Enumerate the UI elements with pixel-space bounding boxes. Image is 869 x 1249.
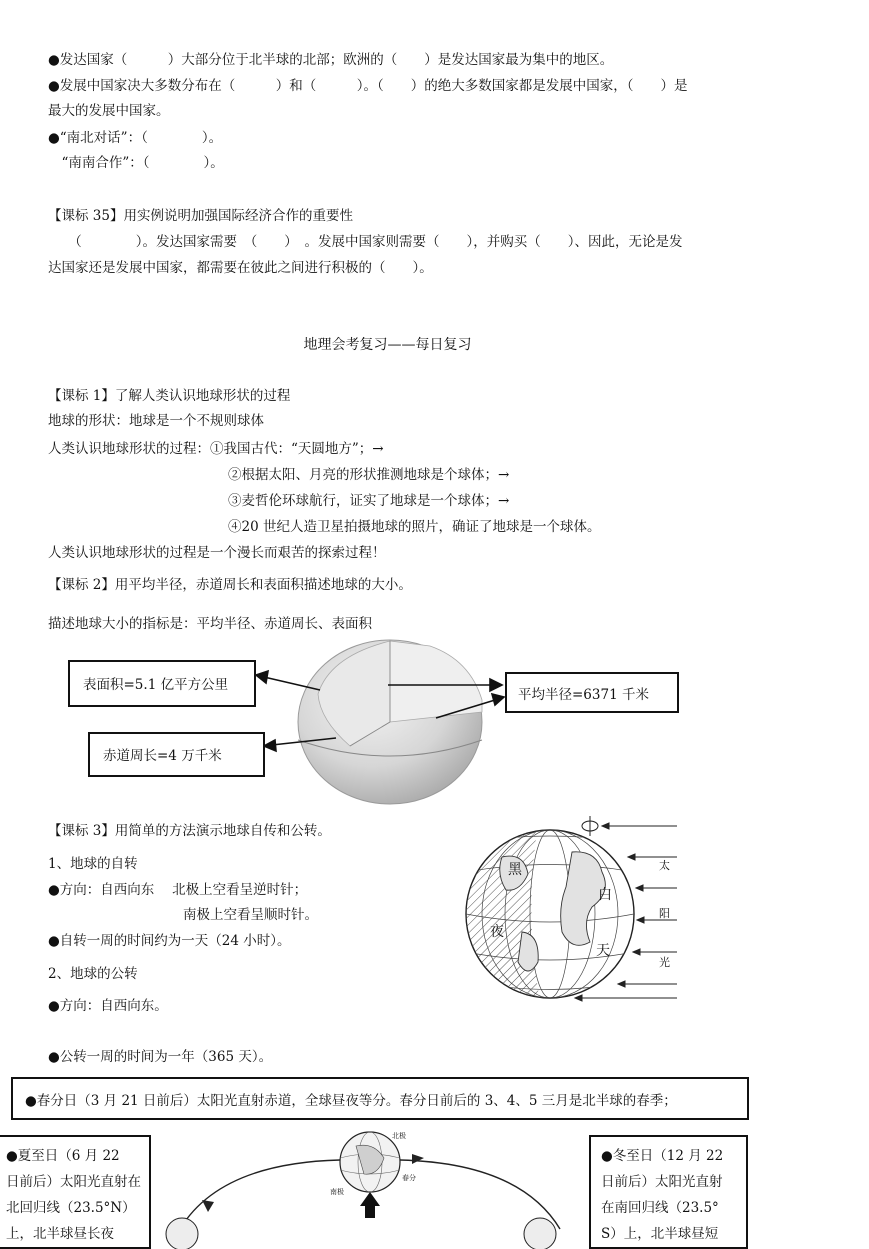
review-line-developed: ●发达国家（ ）大部分位于北半球的北部；欧洲的（ ）是发达国家最为集中的地区。 bbox=[48, 52, 614, 68]
process-step-4: ④20 世纪人造卫星拍摄地球的照片，确证了地球是一个球体。 bbox=[228, 519, 601, 535]
winter-line-3: 在南回归线（23.5° bbox=[601, 1200, 719, 1216]
night-label-1: 黑 bbox=[508, 862, 522, 878]
earth-shape-text: 地球的形状：地球是一个不规则球体 bbox=[48, 413, 264, 429]
process-conclusion: 人类认识地球形状的过程是一个漫长而艰苦的探索过程！ bbox=[48, 545, 386, 561]
equator-box bbox=[88, 732, 265, 777]
page-title: 地理会考复习——每日复习 bbox=[303, 337, 472, 353]
mean-radius-label: 平均半径=6371 千米 bbox=[518, 687, 649, 703]
review-line-developing-cont: 最大的发展中国家。 bbox=[48, 103, 170, 119]
day-night-globe-diagram bbox=[462, 812, 692, 1008]
winter-line-2: 日前后）太阳光直射 bbox=[601, 1174, 723, 1190]
review-line-north-south: ●“南北对话”：（ ）。 bbox=[48, 130, 223, 146]
rotation-title: 1、地球的自转 bbox=[48, 856, 138, 872]
summer-line-2: 日前后）太阳光直射在 bbox=[6, 1174, 141, 1190]
standard3-heading: 【课标 3】用简单的方法演示地球自传和公转。 bbox=[48, 823, 331, 839]
orbit-south-pole-label: 南极 bbox=[330, 1188, 344, 1196]
process-step-3: ③麦哲伦环球航行，证实了地球是一个球体；→ bbox=[228, 493, 510, 509]
winter-line-4: S）上，北半球昼短 bbox=[601, 1226, 719, 1242]
revolution-direction: ●方向：自西向东。 bbox=[48, 998, 168, 1014]
spring-equinox-box bbox=[11, 1077, 749, 1120]
equator-label: 赤道周长=4 万千米 bbox=[103, 748, 222, 764]
day-label-2: 天 bbox=[596, 943, 610, 959]
standard35-heading: 【课标 35】用实例说明加强国际经济合作的重要性 bbox=[48, 208, 353, 224]
standard2-heading: 【课标 2】用平均半径，赤道周长和表面积描述地球的大小。 bbox=[48, 577, 412, 593]
earth-orbit-diagram bbox=[160, 1118, 590, 1229]
sunlight-label-1: 太 bbox=[659, 859, 670, 872]
review-line-south-south: “南南合作”：（ ）。 bbox=[48, 155, 224, 171]
revolution-period: ●公转一周的时间为一年（365 天）。 bbox=[48, 1049, 273, 1065]
orbit-north-pole-label: 北极 bbox=[392, 1132, 406, 1140]
summer-line-3: 北回归线（23.5°N） bbox=[6, 1200, 136, 1216]
earth-summer-position bbox=[166, 1218, 198, 1249]
mean-radius-box bbox=[505, 672, 679, 713]
sunlight-up-arrow bbox=[360, 1192, 380, 1218]
sunlight-label-2: 阳 bbox=[659, 907, 670, 920]
night-label-2: 夜 bbox=[490, 924, 504, 940]
process-label: 人类认识地球形状的过程：①我国古代：“天圆地方”；→ bbox=[48, 441, 384, 457]
rotation-period: ●自转一周的时间约为一天（24 小时）。 bbox=[48, 933, 291, 949]
rotation-direction: ●方向：自西向东 北极上空看呈逆时针； bbox=[48, 882, 308, 898]
surface-area-box bbox=[68, 660, 256, 707]
sunlight-label-3: 光 bbox=[659, 956, 670, 969]
earth-winter-position bbox=[524, 1218, 556, 1249]
revolution-title: 2、地球的公转 bbox=[48, 966, 138, 982]
size-indicators-text: 描述地球大小的指标是：平均半径、赤道周长、表面积 bbox=[48, 616, 372, 632]
spring-equinox-text: ●春分日（3 月 21 日前后）太阳光直射赤道，全球昼夜等分。春分日前后的 3、4、5 三月是北半球的春季； bbox=[25, 1093, 677, 1109]
earth-spring-position bbox=[340, 1132, 400, 1192]
standard35-line1: （ ）。发达国家需要 （ ） 。发展中国家则需要（ ），并购买（ ）、因此，无论是发 bbox=[48, 234, 683, 250]
standard1-heading: 【课标 1】了解人类认识地球形状的过程 bbox=[48, 388, 291, 404]
rotation-direction-south: 南极上空看呈顺时针。 bbox=[183, 907, 318, 923]
standard35-line2: 达国家还是发展中国家，都需要在彼此之间进行积极的（ ）。 bbox=[48, 260, 433, 276]
earth-sphere bbox=[298, 640, 482, 804]
surface-area-label: 表面积=5.1 亿平方公里 bbox=[83, 677, 229, 693]
winter-solstice-box bbox=[589, 1135, 748, 1249]
summer-line-4: 上，北半球昼长夜 bbox=[6, 1226, 114, 1242]
review-line-developing: ●发展中国家决大多数分布在（ ）和（ ）。（ ）的绝大多数国家都是发展中国家，（ ）是 bbox=[48, 78, 688, 94]
winter-line-1: ●冬至日（12 月 22 bbox=[601, 1148, 724, 1164]
process-step-2: ②根据太阳、月亮的形状推测地球是个球体；→ bbox=[228, 467, 510, 483]
day-label-1: 白 bbox=[598, 887, 612, 903]
summer-solstice-box bbox=[0, 1135, 151, 1249]
orbit-spring-label: 春分 bbox=[402, 1174, 416, 1182]
summer-line-1: ●夏至日（6 月 22 bbox=[6, 1148, 120, 1164]
